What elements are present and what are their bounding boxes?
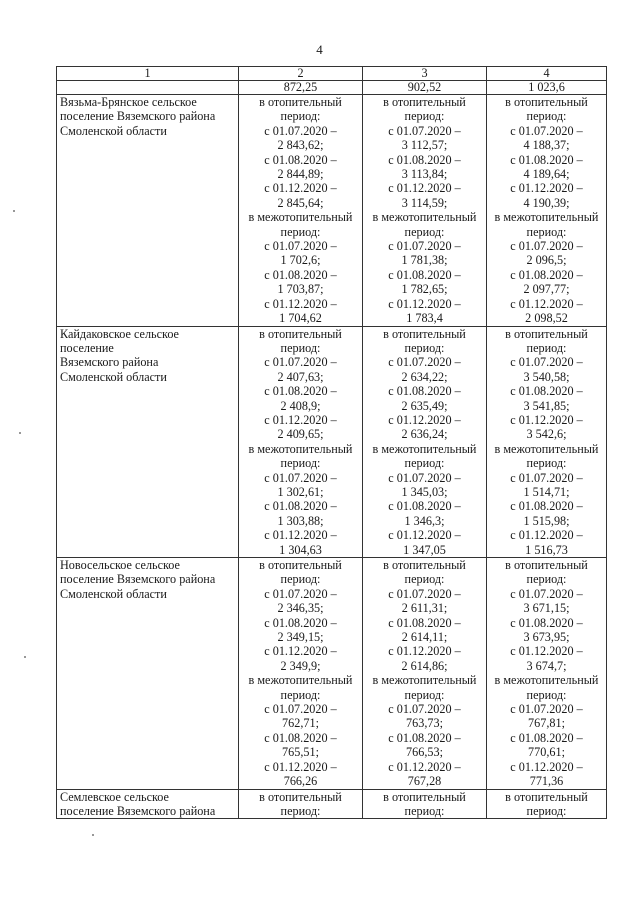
tariff-line: 2 845,64;: [277, 195, 324, 210]
tariff-line: период:: [526, 687, 567, 702]
tariff-line: с 01.07.2020 –: [388, 586, 461, 601]
tariff-line: период:: [526, 803, 567, 818]
tariff-table: [56, 66, 607, 819]
tariff-line: 2 098,52: [525, 311, 568, 326]
tariff-line: 3 673,95;: [523, 630, 570, 645]
tariff-line: 770,61;: [528, 745, 565, 760]
tariff-line: с 01.07.2020 –: [264, 239, 337, 254]
tariff-line: в отопительный: [383, 789, 466, 804]
header-cell: 4: [487, 67, 607, 81]
settlement-name-line: поселение Вяземского района: [60, 803, 216, 818]
tariff-line: в межотопительный: [494, 441, 599, 456]
tariff-line: период:: [404, 687, 445, 702]
continuation-row: [57, 81, 607, 95]
tariff-line: 1 346,3;: [404, 513, 445, 528]
tariff-line: период:: [404, 572, 445, 587]
tariff-line: в межотопительный: [372, 210, 477, 225]
settlement-name-line: поселение: [60, 340, 114, 355]
tariff-line: 766,53;: [406, 745, 443, 760]
settlement-name-cell: [57, 95, 239, 327]
tariff-line: 763,73;: [406, 716, 443, 731]
settlement-name-line: Смоленской области: [60, 369, 167, 384]
tariff-line: 1 703,87;: [277, 282, 324, 297]
tariff-line: с 01.07.2020 –: [510, 239, 583, 254]
tariff-line: с 01.07.2020 –: [264, 470, 337, 485]
tariff-line: период:: [404, 109, 445, 124]
header-cell: 2: [239, 67, 363, 81]
tariff-line: с 01.08.2020 –: [510, 615, 583, 630]
tariff-line: 2 409,65;: [277, 427, 324, 442]
tariff-line: с 01.12.2020 –: [388, 759, 461, 774]
settlement-name-line: Новосельское сельское: [60, 558, 180, 572]
tariff-line: в отопительный: [383, 558, 466, 572]
tariff-line: с 01.12.2020 –: [510, 528, 583, 543]
tariff-line: 2 346,35;: [277, 601, 324, 616]
tariff-line: период:: [526, 456, 567, 471]
tariff-line: с 01.08.2020 –: [510, 384, 583, 399]
tariff-line: с 01.12.2020 –: [264, 644, 337, 659]
tariff-line: в отопительный: [259, 558, 342, 572]
tariff-line: 3 542,6;: [526, 427, 567, 442]
tariff-line: с 01.08.2020 –: [388, 499, 461, 514]
tariff-cell-col2: [239, 558, 363, 790]
tariff-line: в межотопительный: [372, 441, 477, 456]
header-row: [57, 67, 607, 81]
tariff-line: с 01.12.2020 –: [264, 759, 337, 774]
tariff-line: с 01.12.2020 –: [264, 528, 337, 543]
tariff-cell-col2: [239, 789, 363, 819]
tariff-line: с 01.08.2020 –: [264, 152, 337, 167]
tariff-line: 3 671,15;: [523, 601, 570, 616]
tariff-line: 3 113,84;: [401, 167, 448, 182]
tariff-cell-col3: [363, 789, 487, 819]
tariff-line: в отопительный: [259, 95, 342, 109]
tariff-line: с 01.12.2020 –: [264, 181, 337, 196]
tariff-line: 1 303,88;: [277, 513, 324, 528]
tariff-line: с 01.12.2020 –: [510, 181, 583, 196]
tariff-line: период:: [526, 109, 567, 124]
value-cell: 1 023,6: [487, 81, 607, 95]
tariff-line: 3 540,58;: [523, 369, 570, 384]
tariff-cell-col4: [487, 789, 607, 819]
tariff-line: 2 349,9;: [280, 658, 321, 673]
settlement-name-line: Семлевское сельское: [60, 789, 169, 804]
settlement-name-cell: [57, 326, 239, 558]
header-cell: 3: [363, 67, 487, 81]
tariff-line: период:: [404, 803, 445, 818]
tariff-line: 767,28: [407, 774, 442, 789]
settlement-name-line: Вяземского района: [60, 355, 159, 370]
tariff-cell-col2: [239, 95, 363, 327]
tariff-cell-col3: [363, 95, 487, 327]
table-row: [57, 558, 607, 790]
settlement-name-line: поселение Вяземского района: [60, 572, 216, 587]
tariff-line: 3 674,7;: [526, 658, 567, 673]
tariff-line: с 01.07.2020 –: [388, 239, 461, 254]
settlement-name-line: Смоленской области: [60, 123, 167, 138]
tariff-line: 2 407,63;: [277, 369, 324, 384]
settlement-name-line: поселение Вяземского района: [60, 109, 216, 124]
settlement-name-line: Кайдаковское сельское: [60, 326, 179, 341]
tariff-line: с 01.07.2020 –: [510, 702, 583, 717]
tariff-line: 1 702,6;: [280, 253, 321, 268]
tariff-line: в отопительный: [505, 326, 588, 341]
tariff-line: 1 304,63: [279, 542, 322, 557]
tariff-line: 1 704,62: [279, 311, 322, 326]
tariff-line: с 01.07.2020 –: [264, 586, 337, 601]
tariff-line: в межотопительный: [494, 210, 599, 225]
tariff-line: с 01.07.2020 –: [388, 470, 461, 485]
value-cell: 902,52: [363, 81, 487, 95]
tariff-cell-col4: [487, 558, 607, 790]
tariff-cell-col4: [487, 326, 607, 558]
tariff-line: период:: [280, 803, 321, 818]
tariff-cell-col4: [487, 95, 607, 327]
tariff-line: период:: [280, 687, 321, 702]
tariff-line: период:: [280, 456, 321, 471]
tariff-line: 2 097,77;: [523, 282, 570, 297]
tariff-line: 2 635,49;: [401, 398, 448, 413]
tariff-line: с 01.07.2020 –: [510, 355, 583, 370]
tariff-line: с 01.12.2020 –: [510, 296, 583, 311]
tariff-line: 1 347,05: [403, 542, 446, 557]
tariff-line: период:: [280, 340, 321, 355]
tariff-line: 766,26: [283, 774, 318, 789]
tariff-line: период:: [280, 224, 321, 239]
tariff-line: с 01.12.2020 –: [264, 296, 337, 311]
tariff-line: в отопительный: [505, 789, 588, 804]
tariff-line: с 01.08.2020 –: [388, 267, 461, 282]
tariff-line: период:: [404, 456, 445, 471]
tariff-line: период:: [404, 224, 445, 239]
tariff-line: с 01.12.2020 –: [510, 412, 583, 427]
value-cell: 872,25: [239, 81, 363, 95]
tariff-line: с 01.08.2020 –: [510, 730, 583, 745]
table-row: [57, 95, 607, 327]
tariff-line: 2 844,89;: [277, 167, 324, 182]
settlement-name-line: Вязьма-Брянское сельское: [60, 95, 197, 109]
tariff-line: период:: [526, 340, 567, 355]
tariff-line: с 01.12.2020 –: [388, 528, 461, 543]
tariff-line: 1 781,38;: [401, 253, 448, 268]
tariff-line: в отопительный: [505, 95, 588, 109]
tariff-line: с 01.07.2020 –: [388, 123, 461, 138]
tariff-line: с 01.12.2020 –: [510, 644, 583, 659]
tariff-line: 1 515,98;: [523, 513, 570, 528]
tariff-line: в отопительный: [505, 558, 588, 572]
tariff-line: 2 614,86;: [401, 658, 448, 673]
tariff-line: с 01.12.2020 –: [388, 296, 461, 311]
tariff-line: с 01.07.2020 –: [264, 702, 337, 717]
tariff-line: с 01.07.2020 –: [510, 123, 583, 138]
settlement-name-cell: [57, 558, 239, 790]
tariff-line: с 01.07.2020 –: [264, 123, 337, 138]
tariff-cell-col2: [239, 326, 363, 558]
tariff-line: 3 541,85;: [523, 398, 570, 413]
table-row: [57, 789, 607, 819]
tariff-line: в отопительный: [259, 326, 342, 341]
tariff-line: 2 636,24;: [401, 427, 448, 442]
tariff-line: 1 782,65;: [401, 282, 448, 297]
table-row: [57, 326, 607, 558]
tariff-cell-col3: [363, 558, 487, 790]
tariff-line: период:: [280, 572, 321, 587]
tariff-line: 3 112,57;: [401, 138, 448, 153]
tariff-line: в отопительный: [383, 95, 466, 109]
tariff-line: 1 302,61;: [277, 484, 324, 499]
tariff-line: в межотопительный: [248, 441, 353, 456]
tariff-line: 1 783,4: [406, 311, 443, 326]
tariff-line: в межотопительный: [248, 673, 353, 688]
header-cell: 1: [57, 67, 239, 81]
tariff-line: в межотопительный: [248, 210, 353, 225]
tariff-line: с 01.08.2020 –: [388, 384, 461, 399]
tariff-line: с 01.08.2020 –: [510, 152, 583, 167]
tariff-line: в отопительный: [259, 789, 342, 804]
tariff-line: 771,36: [529, 774, 564, 789]
tariff-line: 2 843,62;: [277, 138, 324, 153]
tariff-line: с 01.08.2020 –: [264, 499, 337, 514]
tariff-cell-col3: [363, 326, 487, 558]
tariff-line: период:: [404, 340, 445, 355]
tariff-line: 2 614,11;: [401, 630, 448, 645]
tariff-line: период:: [526, 572, 567, 587]
tariff-line: 2 349,15;: [277, 630, 324, 645]
tariff-line: 4 188,37;: [523, 138, 570, 153]
tariff-line: 2 096,5;: [526, 253, 567, 268]
tariff-line: с 01.07.2020 –: [510, 470, 583, 485]
tariff-line: с 01.12.2020 –: [388, 644, 461, 659]
tariff-line: с 01.12.2020 –: [388, 181, 461, 196]
tariff-line: с 01.08.2020 –: [264, 384, 337, 399]
tariff-line: 4 189,64;: [523, 167, 570, 182]
page-number: 4: [316, 42, 323, 57]
tariff-line: 762,71;: [282, 716, 319, 731]
tariff-line: 1 345,03;: [401, 484, 448, 499]
tariff-line: с 01.12.2020 –: [510, 759, 583, 774]
tariff-line: с 01.08.2020 –: [264, 267, 337, 282]
tariff-line: с 01.08.2020 –: [510, 499, 583, 514]
tariff-line: с 01.08.2020 –: [264, 730, 337, 745]
settlement-name-cell: [57, 789, 239, 819]
tariff-line: 1 516,73: [525, 542, 568, 557]
tariff-line: период:: [280, 109, 321, 124]
tariff-line: с 01.12.2020 –: [264, 412, 337, 427]
tariff-line: в межотопительный: [372, 673, 477, 688]
tariff-line: с 01.08.2020 –: [388, 152, 461, 167]
value-cell: [57, 81, 239, 95]
tariff-line: с 01.08.2020 –: [388, 615, 461, 630]
tariff-line: 4 190,39;: [523, 195, 570, 210]
tariff-line: с 01.07.2020 –: [510, 586, 583, 601]
tariff-line: с 01.07.2020 –: [388, 355, 461, 370]
tariff-line: 765,51;: [282, 745, 319, 760]
tariff-line: в межотопительный: [494, 673, 599, 688]
tariff-line: 2 408,9;: [280, 398, 321, 413]
tariff-line: 3 114,59;: [401, 195, 448, 210]
tariff-line: с 01.08.2020 –: [510, 267, 583, 282]
tariff-line: с 01.07.2020 –: [388, 702, 461, 717]
tariff-line: 767,81;: [528, 716, 565, 731]
tariff-line: с 01.07.2020 –: [264, 355, 337, 370]
settlement-name-line: Смоленской области: [60, 586, 167, 601]
tariff-line: с 01.08.2020 –: [264, 615, 337, 630]
tariff-line: с 01.12.2020 –: [388, 412, 461, 427]
tariff-line: 2 634,22;: [401, 369, 448, 384]
tariff-line: 1 514,71;: [523, 484, 570, 499]
tariff-line: 2 611,31;: [401, 601, 448, 616]
tariff-line: период:: [526, 224, 567, 239]
tariff-line: с 01.08.2020 –: [388, 730, 461, 745]
tariff-line: в отопительный: [383, 326, 466, 341]
